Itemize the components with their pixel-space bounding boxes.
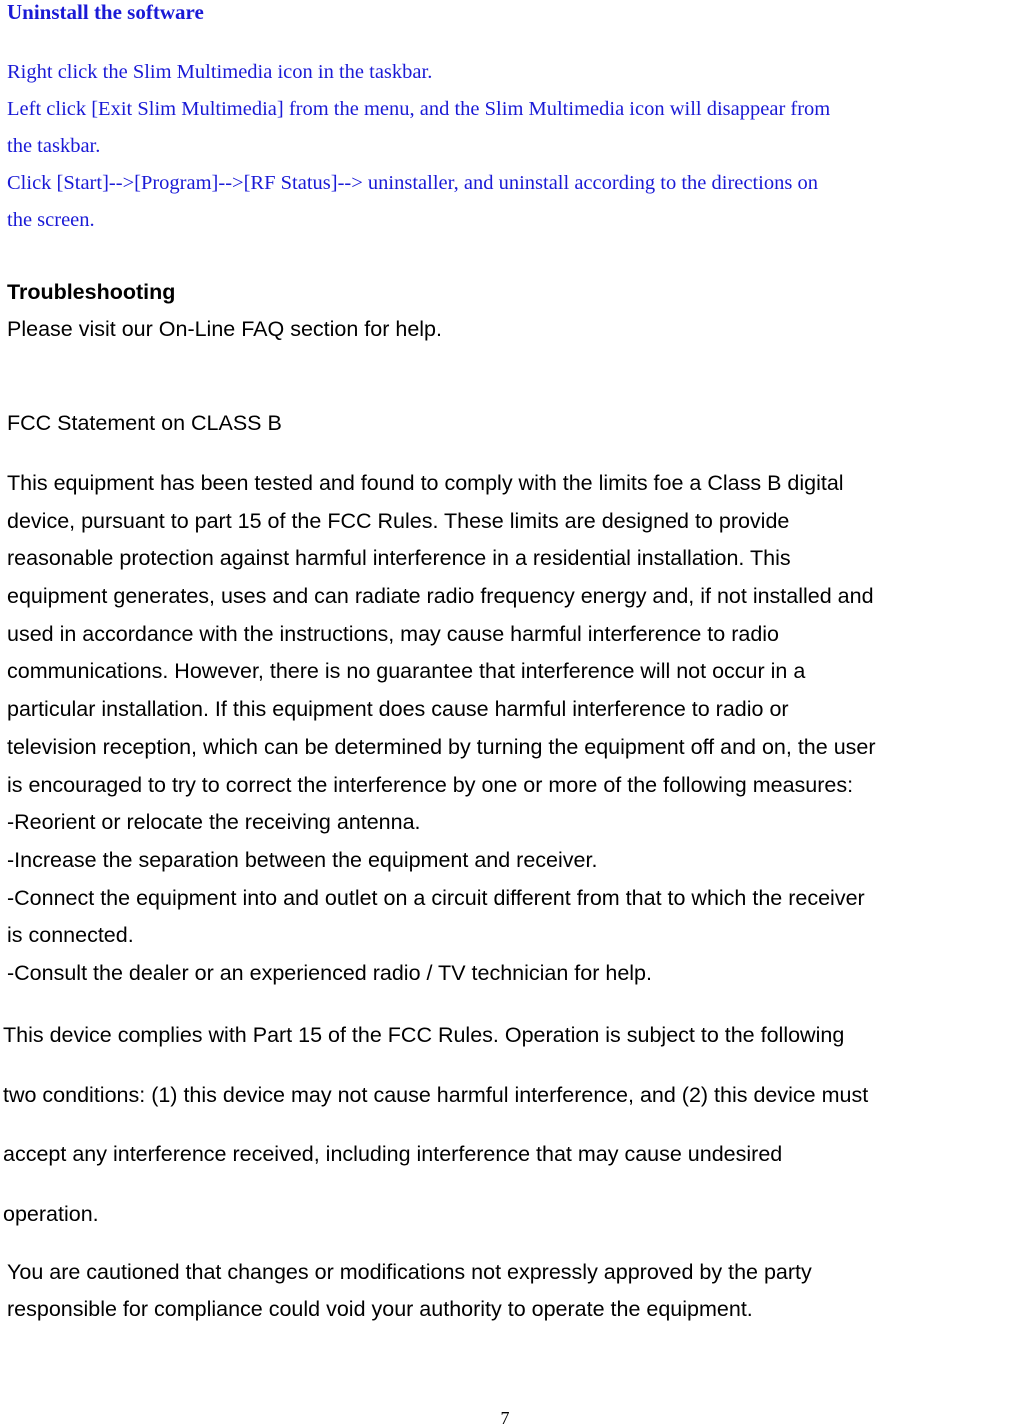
caution-line: You are cautioned that changes or modifications not expressly approved by the party bbox=[7, 1260, 812, 1284]
fcc-line: is encouraged to try to correct the interference by one or more of the following measures: bbox=[7, 772, 854, 797]
compliance-line: This device complies with Part 15 of the FCC Rules. Operation is subject to the following bbox=[3, 1023, 845, 1047]
fcc-measure: -Connect the equipment into and outlet on a circuit different from that to which the receiver bbox=[7, 885, 865, 910]
troubleshooting-text: Please visit our On-Line FAQ section for help. bbox=[7, 317, 442, 341]
uninstall-line: the taskbar. bbox=[7, 135, 101, 157]
compliance-line: accept any interference received, including interference that may cause undesired bbox=[3, 1142, 783, 1167]
fcc-line: device, pursuant to part 15 of the FCC Rules. These limits are designed to provide bbox=[7, 508, 790, 533]
fcc-line: communications. However, there is no guarantee that interference will not occur in a bbox=[7, 659, 806, 684]
fcc-line: used in accordance with the instructions, may cause harmful interference to radio bbox=[7, 621, 780, 646]
fcc-line: television reception, which can be determined by turning the equipment off and on, the user bbox=[7, 734, 876, 759]
compliance-line: two conditions: (1) this device may not cause harmful interference, and (2) this device must bbox=[3, 1082, 869, 1107]
caution-line: responsible for compliance could void your authority to operate the equipment. bbox=[7, 1297, 753, 1321]
page-number: 7 bbox=[500, 1408, 510, 1428]
fcc-line: reasonable protection against harmful interference in a residential installation. This bbox=[7, 546, 791, 571]
uninstall-steps bbox=[7, 54, 1010, 239]
fcc-statement bbox=[7, 465, 1010, 993]
caution-statement bbox=[7, 1254, 1010, 1328]
uninstall-heading: Uninstall the software bbox=[7, 0, 204, 24]
compliance-line: operation. bbox=[3, 1202, 99, 1227]
fcc-measure: -Reorient or relocate the receiving antenna. bbox=[7, 810, 421, 835]
fcc-measure: -Consult the dealer or an experienced radio / TV technician for help. bbox=[7, 960, 652, 985]
fcc-line: equipment generates, uses and can radiate radio frequency energy and, if not installed and bbox=[7, 584, 874, 609]
fcc-measure: -Increase the separation between the equipment and receiver. bbox=[7, 847, 598, 872]
fcc-measure: is connected. bbox=[7, 923, 134, 948]
fcc-line: particular installation. If this equipment does cause harmful interference to radio or bbox=[7, 697, 789, 722]
fcc-line: This equipment has been tested and found to comply with the limits foe a Class B digital bbox=[7, 471, 844, 495]
uninstall-line: Click [Start]-->[Program]-->[RF Status]--> uninstaller, and uninstall according to the directions on bbox=[7, 172, 818, 194]
compliance-statement bbox=[3, 1021, 1010, 1260]
troubleshooting-heading: Troubleshooting bbox=[7, 280, 176, 304]
uninstall-line: Left click [Exit Slim Multimedia] from the menu, and the Slim Multimedia icon will disappear from bbox=[7, 98, 831, 120]
uninstall-line: Right click the Slim Multimedia icon in the taskbar. bbox=[7, 61, 433, 83]
uninstall-line: the screen. bbox=[7, 209, 95, 231]
fcc-heading: FCC Statement on CLASS B bbox=[7, 411, 282, 435]
